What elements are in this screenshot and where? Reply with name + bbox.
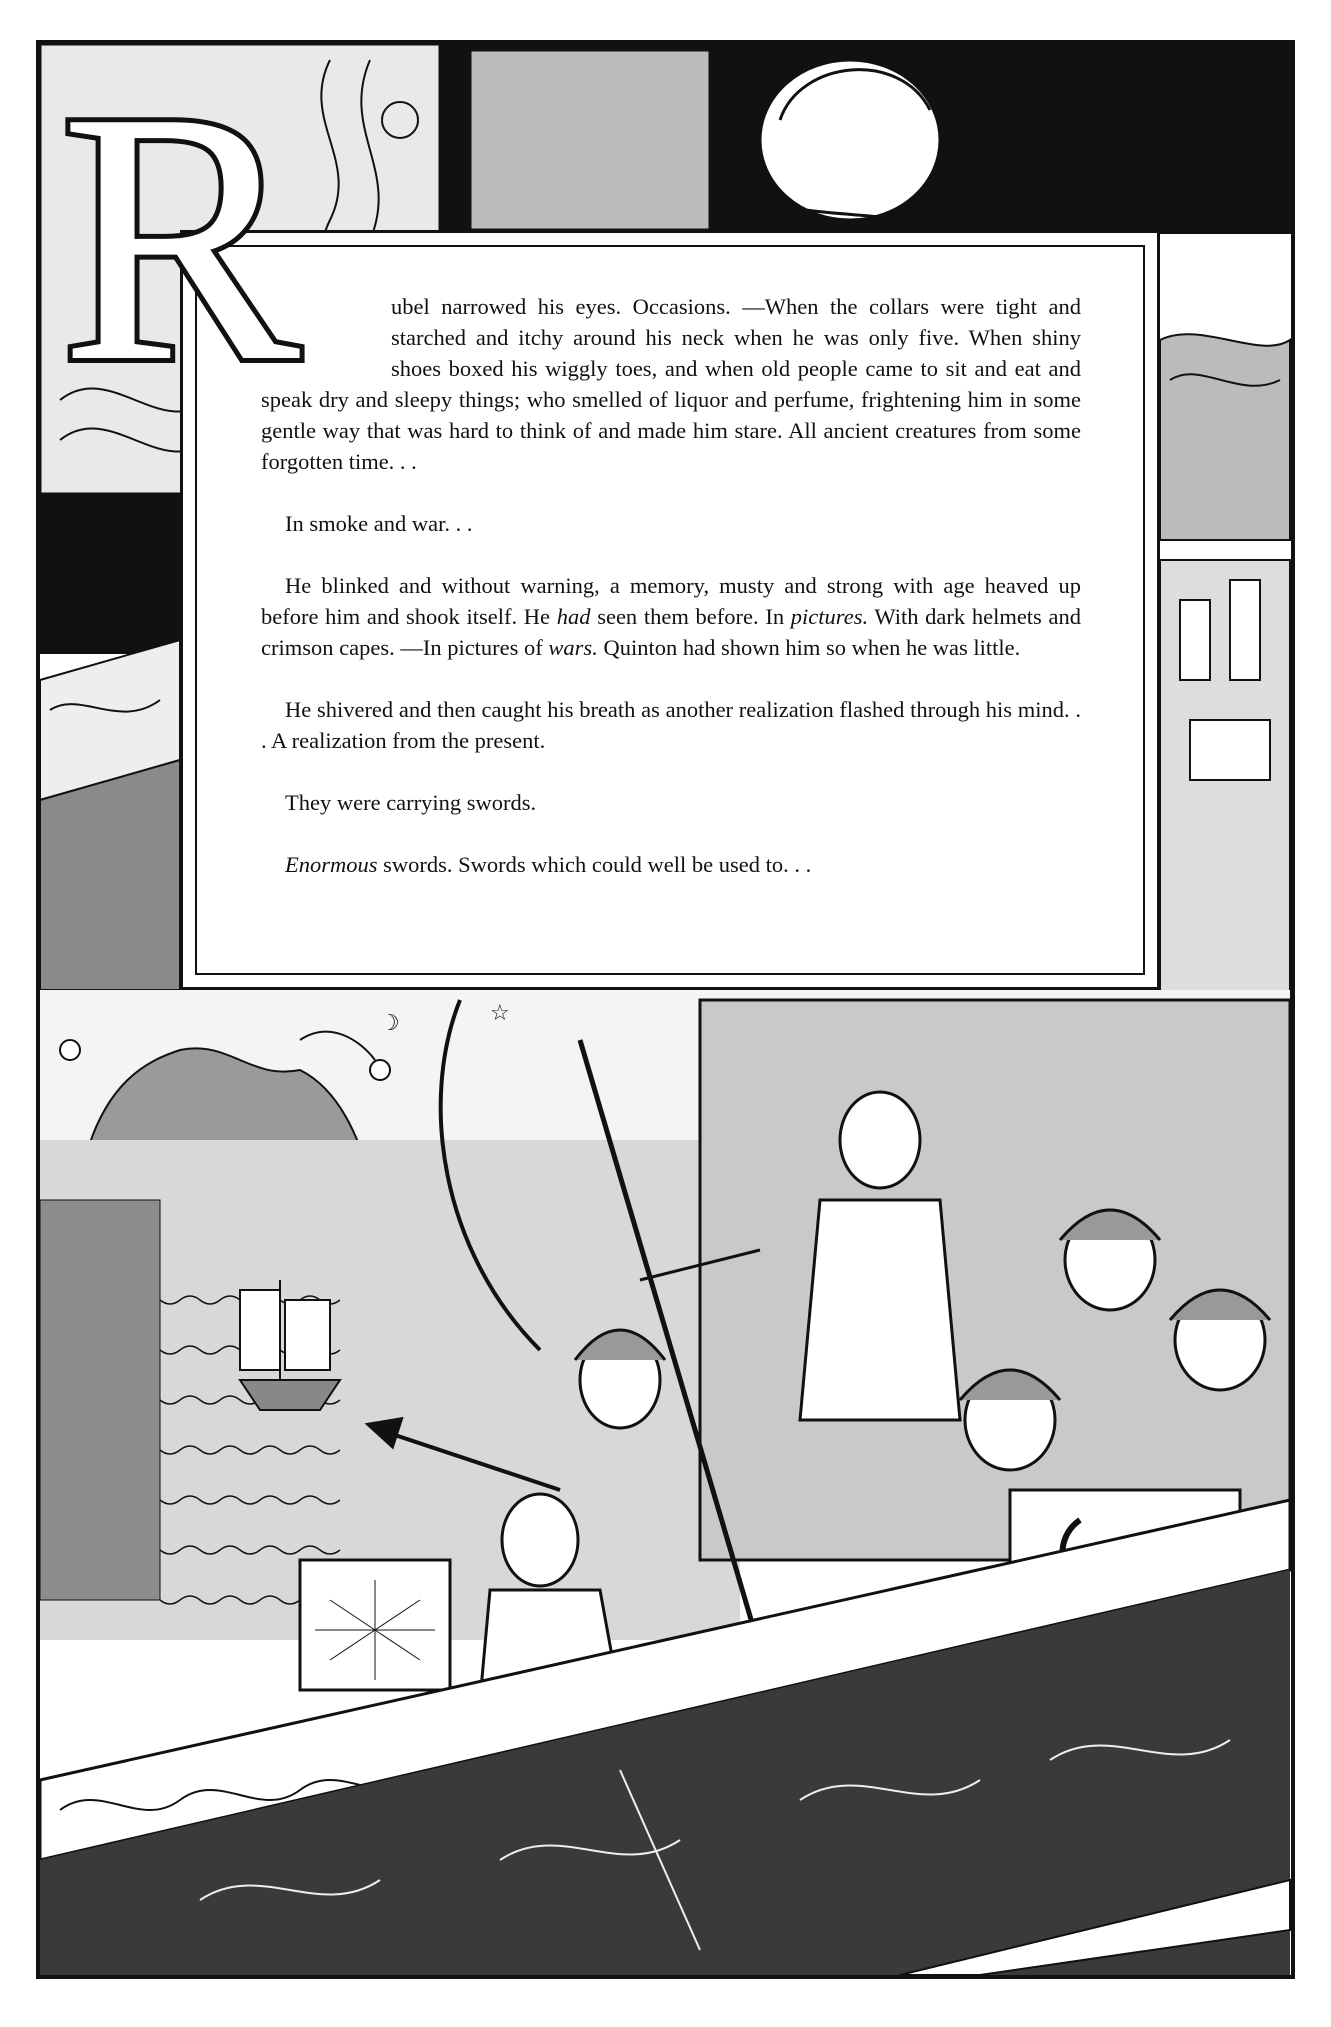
dropcap-letter: R — [60, 58, 301, 388]
story-text — [261, 291, 1081, 911]
castle-right — [1160, 334, 1290, 1000]
paragraph-6: Enormous swords. Swords which could well be used to. . . — [285, 852, 812, 877]
svg-text:☆: ☆ — [490, 1001, 510, 1026]
paragraph-5: They were carrying swords. — [285, 790, 537, 815]
sailing-ship — [240, 1280, 340, 1410]
left-dark-region — [40, 494, 180, 654]
svg-text:☽: ☽ — [380, 1011, 400, 1036]
army-left — [40, 1200, 160, 1600]
dropcap-r — [50, 58, 380, 388]
paragraph-4: He shivered and then caught his breath as another realization flashed through his mind. . . A realization from the present. — [261, 697, 1081, 753]
left-banner — [40, 640, 180, 990]
paragraph-2: In smoke and war. . . — [285, 511, 473, 536]
paragraph-3: He blinked and without warning, a memory, musty and strong with age heaved up before him and shook itself. He had seen them before. In pictures. With dark helmets and crimson capes. —In pictures of wars. Quinton had shown him so when he was little. — [261, 573, 1082, 660]
paragraph-1: ubel narrowed his eyes. Occasions. —When the collars were tight and starched and itchy around his neck when he was only five. When shiny shoes boxed his wiggly toes, and when old people came to sit and eat and speak dry and sleepy things; who smelled of liquor and perfume, frightening him in some gentle way that was hard to think of and made him stare. All ancient creatures from some forgotten time. . . — [261, 291, 1081, 477]
